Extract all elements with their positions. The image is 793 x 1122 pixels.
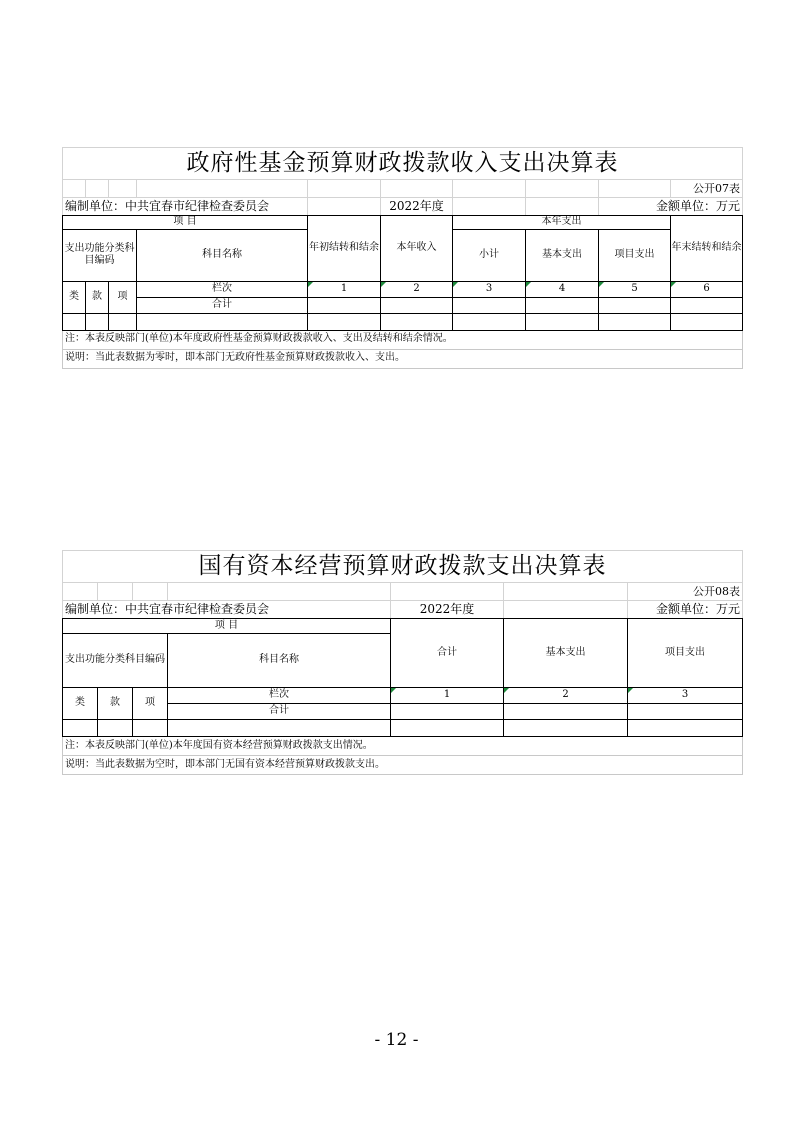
header-lei: 类	[63, 688, 98, 720]
header-xiang: 项	[109, 281, 137, 313]
table-explanation: 说明：当此表数据为空时，即本部门无国有资本经营预算财政拨款支出。	[63, 756, 743, 775]
header-project-expenditure: 项目支出	[628, 619, 743, 688]
col-num: 5	[599, 281, 671, 297]
header-function-code: 支出功能分类科目编码	[63, 229, 137, 281]
table-code: 公开08表	[628, 583, 743, 601]
header-kuan: 款	[86, 281, 109, 313]
header-subtotal: 小计	[453, 229, 526, 281]
col-num: 1	[391, 688, 504, 704]
header-subject-name: 科目名称	[137, 229, 308, 281]
row-total: 合计	[137, 297, 308, 313]
header-function-code: 支出功能分类科目编码	[63, 634, 168, 688]
header-expenditure: 本年支出	[453, 216, 671, 230]
compiling-unit: 编制单位：中共宜春市纪律检查委员会	[63, 198, 308, 216]
table-note: 注：本表反映部门(单位)本年度政府性基金预算财政拨款收入、支出及结转和结余情况。	[63, 330, 743, 349]
col-num: 3	[453, 281, 526, 297]
table-title: 国有资本经营预算财政拨款支出决算表	[63, 551, 743, 583]
currency-unit: 金额单位：万元	[628, 601, 743, 619]
col-num: 6	[671, 281, 743, 297]
header-item: 项 目	[63, 216, 308, 230]
col-num: 2	[381, 281, 453, 297]
header-total: 合计	[391, 619, 504, 688]
table-explanation: 说明：当此表数据为零时，即本部门无政府性基金预算财政拨款收入、支出。	[63, 349, 743, 368]
fiscal-year: 2022年度	[381, 198, 453, 216]
table-note: 注：本表反映部门(单位)本年度国有资本经营预算财政拨款支出情况。	[63, 737, 743, 756]
header-end-balance: 年末结转和结余	[671, 216, 743, 282]
row-column-index: 栏次	[168, 688, 391, 704]
currency-unit: 金额单位：万元	[599, 198, 743, 216]
row-total: 合计	[168, 704, 391, 720]
col-num: 4	[526, 281, 599, 297]
table-title: 政府性基金预算财政拨款收入支出决算表	[63, 148, 743, 180]
table-code: 公开07表	[671, 180, 743, 198]
header-kuan: 款	[98, 688, 133, 720]
page-number: - 12 -	[374, 1030, 419, 1050]
header-lei: 类	[63, 281, 86, 313]
fiscal-year: 2022年度	[391, 601, 504, 619]
state-capital-table	[62, 550, 742, 775]
header-item: 项 目	[63, 619, 391, 634]
row-column-index: 栏次	[137, 281, 308, 297]
header-basic-expenditure: 基本支出	[504, 619, 628, 688]
col-num: 1	[308, 281, 381, 297]
fund-budget-table	[62, 147, 742, 369]
header-basic-expenditure: 基本支出	[526, 229, 599, 281]
compiling-unit: 编制单位：中共宜春市纪律检查委员会	[63, 601, 391, 619]
header-income: 本年收入	[381, 216, 453, 282]
header-project-expenditure: 项目支出	[599, 229, 671, 281]
header-xiang: 项	[133, 688, 168, 720]
col-num: 2	[504, 688, 628, 704]
col-num: 3	[628, 688, 743, 704]
header-begin-balance: 年初结转和结余	[308, 216, 381, 282]
header-subject-name: 科目名称	[168, 634, 391, 688]
